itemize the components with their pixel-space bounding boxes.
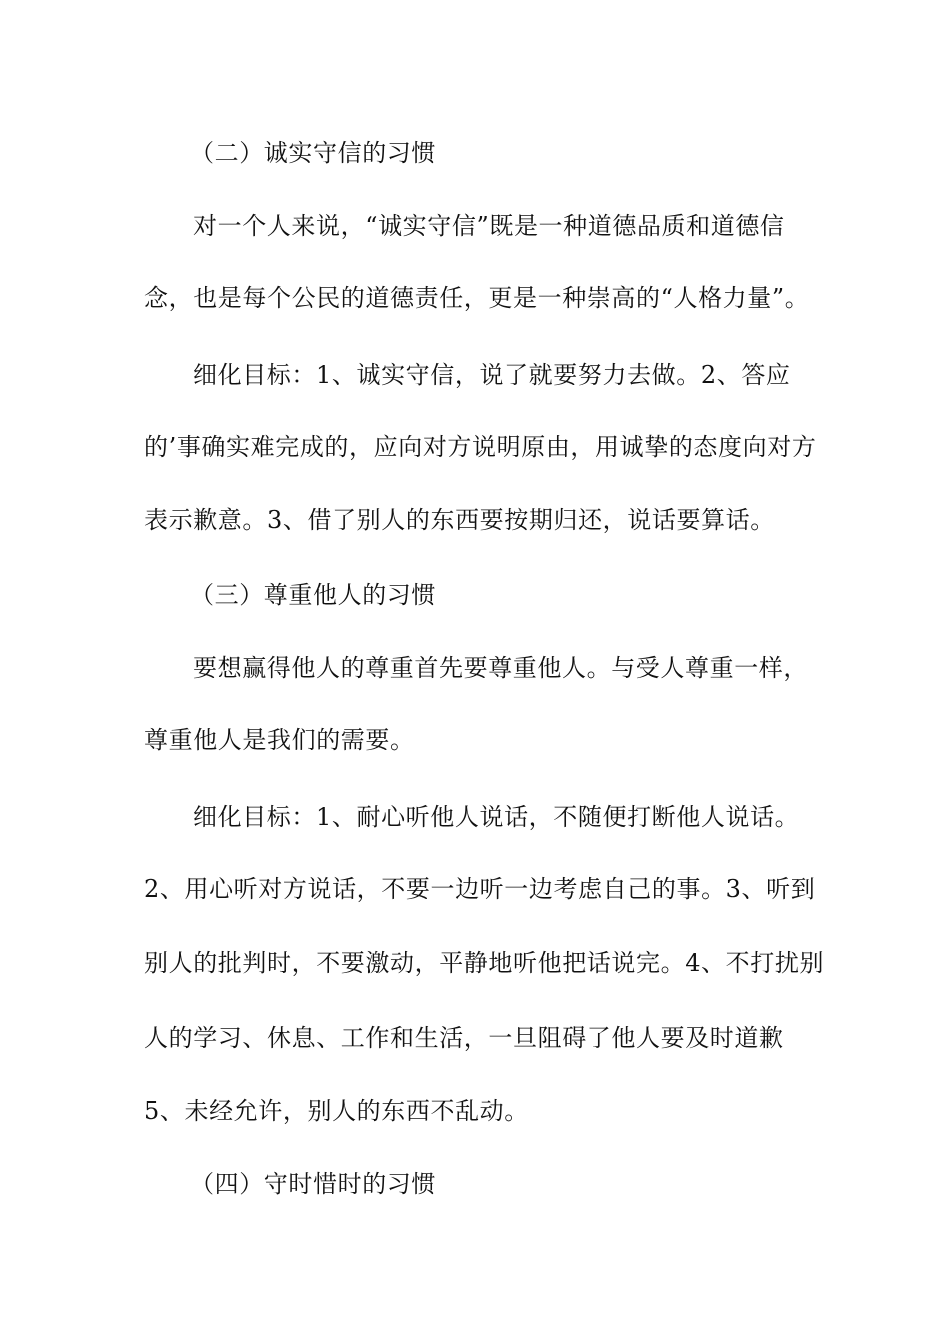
paragraph-line: 念，也是每个公民的道德责任，更是一种崇高的“人格力量”。	[144, 284, 810, 312]
paragraph-line: 表示歉意。3、借了别人的东西要按期归还，说话要算话。	[144, 506, 775, 534]
paragraph-line: 要想赢得他人的尊重首先要尊重他人。与受人尊重一样，	[193, 654, 808, 682]
section-heading-punctuality: （四）守时惜时的习惯	[190, 1170, 436, 1198]
paragraph-line: 细化目标：1、耐心听他人说话，不随便打断他人说话。	[193, 803, 800, 831]
paragraph-line: 5、未经允许，别人的东西不乱动。	[144, 1097, 529, 1125]
paragraph-line: 尊重他人是我们的需要。	[144, 726, 415, 754]
section-heading-respect: （三）尊重他人的习惯	[190, 581, 436, 609]
paragraph-line: 细化目标：1、诚实守信，说了就要努力去做。2、答应	[193, 361, 791, 389]
section-heading-honesty: （二）诚实守信的习惯	[190, 139, 436, 167]
paragraph-line: 人的学习、休息、工作和生活，一旦阻碍了他人要及时道歉	[144, 1024, 784, 1052]
paragraph-line: 的’事确实难完成的，应向对方说明原由，用诚挚的态度向对方	[144, 433, 817, 461]
paragraph-line: 别人的批判时，不要激动，平静地听他把话说完。4、不打扰别	[144, 949, 825, 977]
paragraph-line: 对一个人来说，“诚实守信”既是一种道德品质和道德信	[193, 212, 785, 240]
paragraph-line: 2、用心听对方说话，不要一边听一边考虑自己的事。3、听到	[144, 875, 816, 903]
